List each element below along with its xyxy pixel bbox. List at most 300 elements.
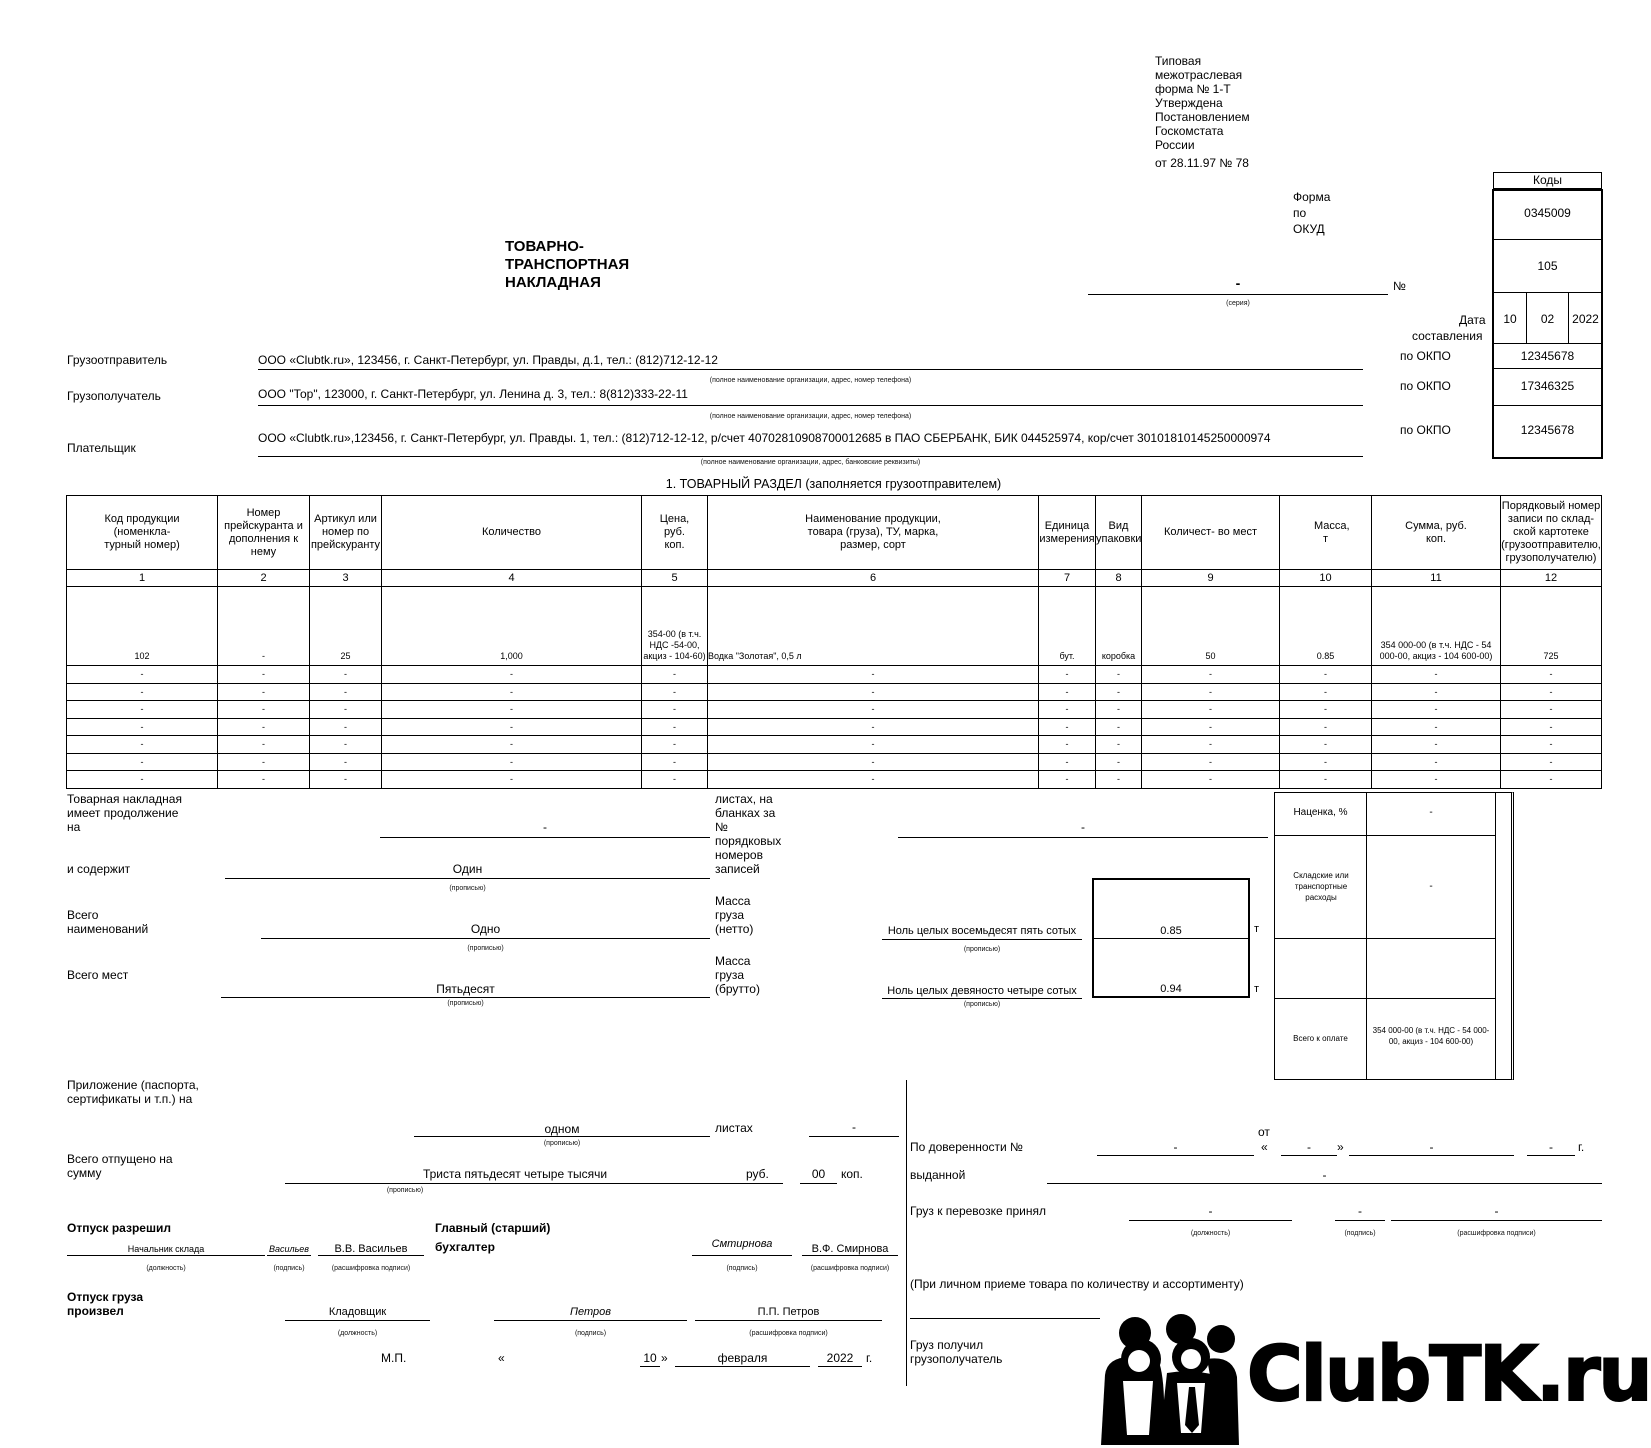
release-date-day-line	[640, 1366, 660, 1367]
total-names-label: Всего наименований	[67, 908, 149, 936]
continuation-value: -	[543, 820, 547, 834]
table-cell: -	[708, 701, 1039, 719]
accepted-signature: -	[1358, 1204, 1362, 1218]
total-payable-value: 354 000-00 (в т.ч. НДС - 54 000-00, акциз - 104 600-00)	[1372, 1026, 1490, 1046]
okud-label: по	[1293, 206, 1307, 220]
table-cell: -	[1501, 771, 1602, 789]
proxy-quote-close: »	[1337, 1140, 1344, 1154]
document-title: ТРАНСПОРТНАЯ	[505, 256, 630, 273]
chief-accountant-label: Главный (старший)	[435, 1221, 551, 1235]
table-row	[67, 701, 1602, 719]
okpo-sender-code: 12345678	[1520, 349, 1575, 363]
decode-caption: (расшифровка подписи)	[331, 1265, 411, 1272]
table-cell: 354-00 (в т.ч. НДС -54-00, акциз - 104-60)	[642, 587, 708, 666]
table-cell: -	[218, 666, 310, 684]
column-header: Масса, т	[1280, 496, 1372, 570]
table-cell: -	[642, 701, 708, 719]
table-cell: -	[1501, 666, 1602, 684]
shipped-signature-line	[494, 1320, 687, 1321]
decode-caption: (расшифровка подписи)	[749, 1330, 828, 1337]
table-cell: -	[1280, 718, 1372, 736]
table-cell: -	[218, 771, 310, 789]
table-cell: 102	[67, 587, 218, 666]
series-caption: (серия)	[1226, 300, 1250, 307]
proxy-month-line	[1349, 1155, 1514, 1156]
receiver-label: Грузополучатель	[67, 389, 161, 403]
release-date-month: февраля	[717, 1351, 768, 1365]
release-date-year: 2022	[826, 1351, 854, 1365]
mass-box-divider	[1094, 938, 1248, 939]
table-cell: -	[1096, 701, 1142, 719]
number-sign: №	[1393, 279, 1406, 293]
kop-line	[800, 1183, 837, 1184]
table-row	[67, 587, 1602, 666]
table-cell: -	[1142, 753, 1280, 771]
contains-label: и содержит	[67, 862, 131, 876]
table-cell: -	[708, 736, 1039, 754]
personal-receipt-label: (При личном приеме товара по количеству и ассортименту)	[910, 1277, 1244, 1291]
propisyu-caption: (прописью)	[963, 946, 1001, 953]
table-cell: -	[382, 753, 642, 771]
net-mass-value: 0.85	[1160, 925, 1182, 937]
attachment-label: Приложение (паспорта, сертификаты и т.п.) на	[67, 1078, 199, 1106]
column-number: 1	[67, 570, 218, 587]
form-type-line1: Типовая	[1155, 54, 1202, 68]
table-row	[67, 771, 1602, 789]
net-mass-line	[882, 939, 1082, 940]
accepted-name: -	[1494, 1204, 1499, 1218]
table-cell: -	[1372, 736, 1501, 754]
released-label: Всего отпущено на сумму	[67, 1152, 173, 1180]
form-type-line7: России	[1155, 138, 1195, 152]
sender-value: ООО «Clubtk.ru», 123456, г. Санкт-Петербург, ул. Правды, д.1, тел.: (812)712-12-12	[258, 353, 718, 367]
chief-accountant-label: бухгалтер	[435, 1240, 495, 1254]
signature-caption: (подпись)	[574, 1330, 607, 1337]
table-cell: 354 000-00 (в т.ч. НДС - 54 000-00, акциз - 104 600-00)	[1372, 587, 1501, 666]
chief-name: В.Ф. Смирнова	[811, 1243, 889, 1255]
column-number: 2	[218, 570, 310, 587]
expenses-label: Складские или транспортные расходы	[1293, 871, 1349, 902]
propisyu-caption: (прописью)	[449, 885, 486, 892]
okpo-receiver-code: 17346325	[1520, 379, 1575, 393]
shipped-signature: Петров	[570, 1306, 611, 1318]
column-number: 10	[1280, 570, 1372, 587]
codes-header: Коды	[1493, 172, 1602, 189]
table-cell: -	[642, 771, 708, 789]
table-cell: -	[1096, 666, 1142, 684]
column-number: 4	[382, 570, 642, 587]
table-cell: -	[310, 718, 382, 736]
gross-mass-label: Масса груза (брутто)	[715, 954, 760, 996]
sender-caption: (полное наименование организации, адрес, номер телефона)	[709, 377, 912, 384]
table-row	[67, 753, 1602, 771]
table-cell: Водка "Золотая", 0,5 л	[708, 587, 1039, 666]
table-cell: -	[382, 718, 642, 736]
table-cell: -	[642, 683, 708, 701]
proxy-month: -	[1429, 1140, 1434, 1154]
total-places-label: Всего мест	[67, 968, 129, 982]
table-cell: -	[1039, 718, 1096, 736]
okpo-payer-code: 12345678	[1520, 423, 1575, 437]
chief-signature-line	[692, 1255, 792, 1256]
okpo-label: по ОКПО	[1400, 349, 1451, 363]
position-caption: (должность)	[146, 1265, 186, 1272]
clubtk-logo-text: ClubTK.ru	[1247, 1329, 1651, 1418]
table-cell: -	[1039, 666, 1096, 684]
table-row	[67, 736, 1602, 754]
table-cell: -	[1096, 771, 1142, 789]
permit-position-line	[67, 1255, 265, 1256]
propisyu-caption: (прописью)	[467, 945, 504, 952]
table-row	[67, 718, 1602, 736]
section-title: 1. ТОВАРНЫЙ РАЗДЕЛ (заполняется грузоотправителем)	[665, 477, 1002, 491]
table-cell: -	[310, 701, 382, 719]
table-cell: -	[642, 666, 708, 684]
table-cell: -	[310, 683, 382, 701]
accepted-name-line	[1391, 1220, 1602, 1221]
proxy-year-line	[1527, 1155, 1575, 1156]
codes-divider	[1493, 239, 1602, 240]
table-cell: -	[382, 701, 642, 719]
table-cell: -	[1372, 753, 1501, 771]
propisyu-caption: (прописью)	[543, 1140, 581, 1147]
table-cell: -	[1142, 736, 1280, 754]
total-names-line	[261, 938, 710, 939]
table-row	[67, 666, 1602, 684]
records-label: порядковых номеров записей	[715, 834, 782, 876]
table-cell: 50	[1142, 587, 1280, 666]
table-cell: -	[310, 771, 382, 789]
permit-label: Отпуск разрешил	[67, 1221, 171, 1235]
date-quote-open: «	[498, 1351, 505, 1365]
proxy-day-line	[1281, 1155, 1337, 1156]
attachment-extra: -	[852, 1120, 856, 1134]
payment-divider	[1274, 835, 1495, 836]
column-number: 8	[1096, 570, 1142, 587]
sheets-value: -	[1081, 820, 1085, 834]
table-cell: -	[310, 753, 382, 771]
receiver-value: ООО "Тор", 123000, г. Санкт-Петербург, ул. Ленина д. 3, тел.: 8(812)333-22-11	[258, 387, 688, 401]
receiver-line	[258, 405, 1363, 406]
table-cell: -	[708, 718, 1039, 736]
date-day: 10	[1503, 312, 1517, 326]
net-mass-label: Масса груза (нетто)	[715, 894, 754, 936]
gross-mass-unit: т	[1254, 983, 1260, 995]
payer-label: Плательщик	[67, 441, 136, 455]
table-cell: -	[67, 666, 218, 684]
table-cell: -	[1039, 683, 1096, 701]
position-caption: (должность)	[1190, 1230, 1231, 1237]
proxy-year: -	[1549, 1140, 1553, 1154]
propisyu-caption: (прописью)	[447, 1000, 484, 1007]
column-number-row	[67, 570, 1602, 587]
total-places-value: Пятьдесят	[436, 982, 495, 996]
table-cell: -	[1280, 753, 1372, 771]
column-header: Количест- во мест	[1142, 496, 1280, 570]
chief-name-line	[802, 1255, 898, 1256]
date-year: 2022	[1572, 312, 1599, 326]
signature-caption: (подпись)	[1344, 1230, 1376, 1237]
document-title: ТОВАРНО-	[505, 238, 584, 255]
codes-divider	[1493, 292, 1602, 293]
table-cell: -	[1142, 718, 1280, 736]
table-row	[67, 683, 1602, 701]
shipped-label: Отпуск груза произвел	[67, 1290, 144, 1318]
net-mass-unit: т	[1254, 923, 1260, 935]
table-cell: бут.	[1039, 587, 1096, 666]
table-cell: -	[708, 753, 1039, 771]
table-cell: -	[1372, 701, 1501, 719]
sender-line	[258, 369, 1363, 370]
accepted-signature-line	[1335, 1220, 1385, 1221]
form-type-line2: межотраслевая	[1155, 68, 1243, 82]
codes-divider	[1493, 405, 1602, 406]
table-cell: -	[1280, 683, 1372, 701]
issued-label: выданной	[910, 1168, 966, 1182]
document-number: 105	[1537, 259, 1558, 273]
table-cell: -	[1142, 683, 1280, 701]
date-quote-close: »	[661, 1351, 668, 1365]
table-cell: -	[1280, 771, 1372, 789]
shipped-name-line	[695, 1320, 882, 1321]
table-cell: -	[642, 753, 708, 771]
gross-mass-value: 0.94	[1160, 983, 1182, 995]
attachment-sheets: листах	[715, 1121, 753, 1135]
table-cell: -	[1096, 736, 1142, 754]
column-number: 6	[708, 570, 1039, 587]
payment-divider	[1274, 998, 1495, 999]
table-cell: -	[1280, 736, 1372, 754]
proxy-g: г.	[1578, 1140, 1585, 1154]
release-date-month-line	[675, 1366, 810, 1367]
table-cell: -	[1142, 771, 1280, 789]
table-cell: -	[1039, 701, 1096, 719]
table-cell: -	[1501, 753, 1602, 771]
table-cell: -	[67, 718, 218, 736]
table-cell: -	[218, 718, 310, 736]
column-header: Цена, руб. коп.	[642, 496, 708, 570]
okud-code: 0345009	[1524, 206, 1571, 220]
column-number: 3	[310, 570, 382, 587]
column-number: 5	[642, 570, 708, 587]
column-header: Порядковый номер записи по склад- ской картотеке (грузоотправителю, грузополучателю)	[1501, 496, 1602, 570]
table-cell: -	[1096, 718, 1142, 736]
form-type-line4: Утверждена	[1155, 96, 1223, 110]
document-title: НАКЛАДНАЯ	[505, 274, 601, 291]
release-date-day: 10	[643, 1351, 657, 1365]
form-type-line3: форма № 1-Т	[1155, 82, 1231, 96]
table-cell: -	[1280, 701, 1372, 719]
series-value: -	[1235, 275, 1241, 291]
table-cell: -	[67, 771, 218, 789]
receiver-caption: (полное наименование организации, адрес, номер телефона)	[709, 413, 912, 420]
continuation-label: Товарная накладная имеет продолжение на	[67, 792, 182, 834]
gross-mass-words: Ноль целых девяносто четыре сотых	[887, 985, 1077, 997]
table-cell: -	[1501, 718, 1602, 736]
markup-label: Наценка, %	[1293, 807, 1348, 818]
sender-label: Грузоотправитель	[67, 353, 168, 367]
table-cell: -	[1372, 771, 1501, 789]
total-names-value: Одно	[470, 922, 501, 936]
proxy-label: По доверенности №	[910, 1140, 1023, 1154]
column-header: Артикул или номер по прейскуранту	[310, 496, 382, 570]
release-date-year-line	[818, 1366, 862, 1367]
table-cell: 725	[1501, 587, 1602, 666]
contains-value: Один	[452, 862, 483, 876]
table-cell: коробка	[1096, 587, 1142, 666]
table-cell: -	[1142, 666, 1280, 684]
signature-caption: (подпись)	[273, 1265, 305, 1272]
table-cell: -	[382, 736, 642, 754]
column-number: 11	[1372, 570, 1501, 587]
table-cell: -	[1501, 683, 1602, 701]
total-payable-label: Всего к оплате	[1293, 1034, 1348, 1043]
permit-position: Начальник склада	[127, 1244, 205, 1254]
okpo-label: по ОКПО	[1400, 423, 1451, 437]
table-cell: -	[1501, 701, 1602, 719]
decode-caption: (расшифровка подписи)	[810, 1265, 890, 1272]
table-cell: -	[1372, 683, 1501, 701]
decode-caption: (расшифровка подписи)	[1457, 1230, 1536, 1237]
table-cell: -	[67, 683, 218, 701]
shipped-name: П.П. Петров	[757, 1306, 820, 1318]
table-cell: -	[310, 666, 382, 684]
attachment-value: одном	[544, 1122, 580, 1136]
permit-name-line	[318, 1255, 424, 1256]
column-header: Количество	[382, 496, 642, 570]
date-label: Дата	[1459, 313, 1486, 327]
table-cell: -	[1096, 753, 1142, 771]
table-cell: -	[1372, 718, 1501, 736]
table-cell: -	[1501, 736, 1602, 754]
column-header: Код продукции (номенкла- турный номер)	[67, 496, 218, 570]
permit-signature-line	[267, 1255, 311, 1256]
personal-receipt-line	[910, 1318, 1100, 1319]
signature-caption: (подпись)	[726, 1265, 758, 1272]
table-header-row	[67, 496, 1602, 570]
shipped-position-line	[285, 1320, 430, 1321]
table-cell: 1,000	[382, 587, 642, 666]
column-header: Вид упаковки	[1096, 496, 1142, 570]
column-header: Номер прейскуранта и дополнения к нему	[218, 496, 310, 570]
accepted-label: Груз к перевозке принял	[910, 1204, 1046, 1218]
kop-value: 00	[811, 1167, 826, 1181]
table-cell: -	[218, 753, 310, 771]
table-cell: -	[708, 771, 1039, 789]
clubtk-logo	[1097, 1317, 1651, 1445]
position-caption: (должность)	[337, 1330, 378, 1337]
table-cell: -	[1039, 736, 1096, 754]
proxy-number-line	[1097, 1155, 1254, 1156]
propisyu-caption: (прописью)	[963, 1001, 1001, 1008]
payment-divider	[1274, 938, 1495, 939]
table-cell: -	[1039, 753, 1096, 771]
table-cell: -	[708, 683, 1039, 701]
date-month: 02	[1540, 312, 1555, 326]
table-cell: -	[642, 736, 708, 754]
contains-line	[225, 878, 710, 879]
table-cell: -	[1280, 666, 1372, 684]
codes-divider	[1493, 343, 1602, 344]
table-cell: -	[67, 753, 218, 771]
table-cell: -	[218, 683, 310, 701]
okud-label: Форма	[1293, 190, 1331, 204]
propisyu-caption: (прописью)	[386, 1187, 424, 1194]
date-label: составления	[1412, 329, 1483, 343]
markup-value: -	[1429, 807, 1433, 818]
table-cell: -	[218, 736, 310, 754]
net-mass-words: Ноль целых восемьдесят пять сотых	[887, 925, 1077, 937]
section-separator	[906, 1080, 907, 1386]
form-type-line6: Госкомстата	[1155, 124, 1224, 138]
sheets-line	[898, 837, 1268, 838]
table-cell: -	[642, 718, 708, 736]
payer-caption: (полное наименование организации, адрес, банковские реквизиты)	[700, 459, 921, 466]
column-header: Сумма, руб. коп.	[1372, 496, 1501, 570]
release-date-g: г.	[866, 1351, 873, 1365]
rub-label: руб.	[746, 1167, 769, 1181]
codes-divider	[1493, 368, 1602, 369]
table-cell: -	[382, 683, 642, 701]
table-cell: -	[218, 587, 310, 666]
proxy-quote-open: «	[1261, 1140, 1268, 1154]
table-cell: -	[382, 666, 642, 684]
column-number: 12	[1501, 570, 1602, 587]
proxy-number: -	[1173, 1140, 1178, 1154]
accepted-position: -	[1208, 1204, 1213, 1218]
issued-line	[1047, 1183, 1602, 1184]
form-type-line5: Постановлением	[1155, 110, 1250, 124]
permit-signature: Васильев	[268, 1244, 310, 1254]
table-cell: -	[708, 666, 1039, 684]
okud-label: ОКУД	[1293, 222, 1325, 236]
table-cell: -	[382, 771, 642, 789]
proxy-day: -	[1307, 1140, 1311, 1154]
table-cell: -	[1372, 666, 1501, 684]
attachment-extra-line	[809, 1136, 899, 1137]
table-cell: -	[67, 701, 218, 719]
column-header: Наименование продукции, товара (груза), ТУ, марка, размер, сорт	[708, 496, 1039, 570]
received-label: Груз получил грузополучатель	[910, 1338, 1003, 1366]
accepted-position-line	[1129, 1220, 1292, 1221]
column-number: 9	[1142, 570, 1280, 587]
permit-name: В.В. Васильев	[334, 1243, 408, 1255]
continuation-line	[380, 837, 710, 838]
table-cell: -	[1096, 683, 1142, 701]
sheets-label: листах, на бланках за №	[715, 792, 776, 834]
series-line	[1088, 294, 1388, 295]
table-cell: -	[310, 736, 382, 754]
table-cell: -	[1039, 771, 1096, 789]
column-header: Единица измерения	[1039, 496, 1096, 570]
table-cell: 0.85	[1280, 587, 1372, 666]
table-cell: 25	[310, 587, 382, 666]
table-cell: -	[67, 736, 218, 754]
payer-value: ООО «Clubtk.ru»,123456, г. Санкт-Петербург, ул. Правды. 1, тел.: (812)712-12-12, р/счет 40702810908700012685 в ПАО СБЕРБАНК, БИК 044525974, кор/счет 30101810145250000974	[258, 431, 1271, 445]
goods-table	[66, 495, 1602, 789]
table-cell: -	[1142, 701, 1280, 719]
stamp-label: М.П.	[381, 1351, 407, 1365]
form-type-line8: от 28.11.97 № 78	[1155, 156, 1249, 170]
ot-label: от	[1258, 1125, 1270, 1139]
kop-label: коп.	[841, 1167, 863, 1181]
payment-divider	[1495, 792, 1496, 1080]
column-number: 7	[1039, 570, 1096, 587]
table-cell: -	[218, 701, 310, 719]
released-value: Триста пятьдесят четыре тысячи	[422, 1167, 608, 1181]
issued-value: -	[1322, 1168, 1327, 1182]
okpo-label: по ОКПО	[1400, 379, 1451, 393]
